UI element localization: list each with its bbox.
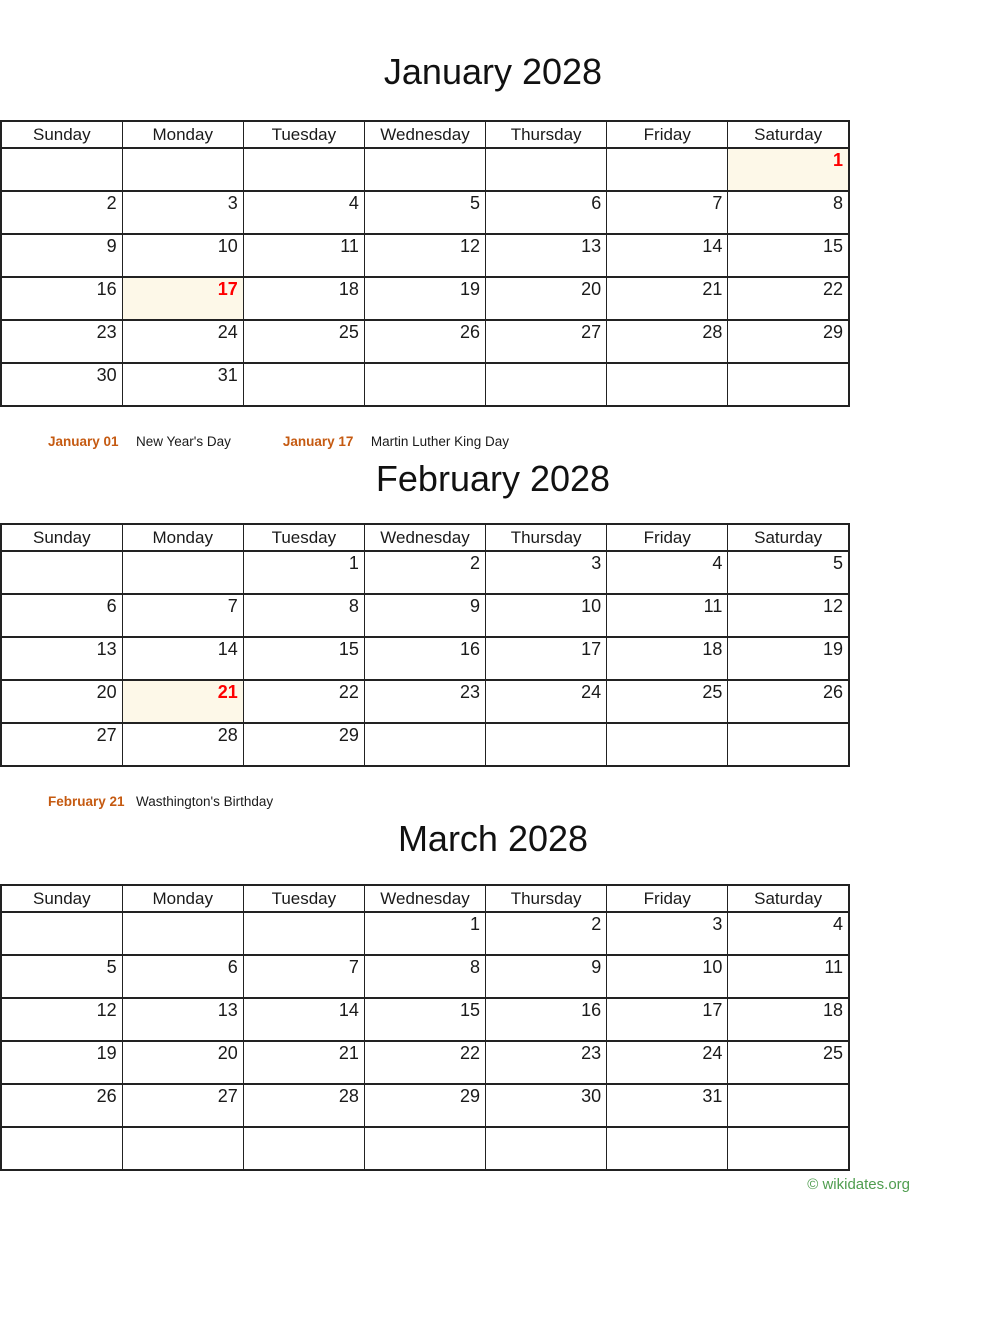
footer-copyright-link[interactable]: © wikidates.org	[807, 1176, 910, 1193]
day-cell-1: 1	[364, 912, 485, 955]
day-cell-19: 19	[728, 637, 849, 680]
empty-day-cell	[486, 363, 607, 406]
week-row	[1, 594, 849, 637]
day-cell-25: 25	[607, 680, 728, 723]
week-row	[1, 912, 849, 955]
week-row	[1, 234, 849, 277]
day-cell-10: 10	[122, 234, 243, 277]
holiday-item	[48, 793, 273, 811]
day-cell-7: 7	[243, 955, 364, 998]
day-cell-12: 12	[1, 998, 122, 1041]
empty-day-cell	[122, 551, 243, 594]
holiday-name: Martin Luther King Day	[370, 434, 509, 449]
day-cell-9: 9	[364, 594, 485, 637]
day-cell-6: 6	[486, 191, 607, 234]
day-cell-8: 8	[728, 191, 849, 234]
empty-day-cell	[728, 363, 849, 406]
weekday-header-friday: Friday	[607, 524, 728, 551]
day-cell-17: 17	[486, 637, 607, 680]
day-cell-14: 14	[607, 234, 728, 277]
january-calendar-table	[0, 120, 850, 407]
week-row	[1, 551, 849, 594]
day-cell-21: 21	[122, 680, 243, 723]
weekday-header-tuesday: Tuesday	[243, 121, 364, 148]
day-cell-13: 13	[486, 234, 607, 277]
day-cell-8: 8	[364, 955, 485, 998]
day-cell-7: 7	[607, 191, 728, 234]
empty-day-cell	[728, 1084, 849, 1127]
day-cell-24: 24	[486, 680, 607, 723]
day-cell-11: 11	[728, 955, 849, 998]
empty-day-cell	[607, 723, 728, 766]
day-cell-27: 27	[486, 320, 607, 363]
day-cell-14: 14	[122, 637, 243, 680]
day-cell-3: 3	[607, 912, 728, 955]
march-calendar-table	[0, 884, 850, 1171]
day-cell-23: 23	[1, 320, 122, 363]
day-cell-16: 16	[486, 998, 607, 1041]
week-row	[1, 998, 849, 1041]
day-cell-2: 2	[1, 191, 122, 234]
day-cell-29: 29	[243, 723, 364, 766]
day-cell-22: 22	[243, 680, 364, 723]
weekday-header-monday: Monday	[122, 121, 243, 148]
week-row	[1, 680, 849, 723]
week-row	[1, 277, 849, 320]
day-cell-26: 26	[1, 1084, 122, 1127]
day-cell-9: 9	[1, 234, 122, 277]
february-calendar-table	[0, 523, 850, 767]
day-cell-27: 27	[122, 1084, 243, 1127]
week-row	[1, 148, 849, 191]
day-cell-2: 2	[364, 551, 485, 594]
empty-day-cell	[364, 723, 485, 766]
day-cell-19: 19	[364, 277, 485, 320]
day-cell-15: 15	[728, 234, 849, 277]
day-cell-22: 22	[364, 1041, 485, 1084]
empty-day-cell	[728, 723, 849, 766]
day-cell-22: 22	[728, 277, 849, 320]
holiday-date: January 17	[282, 434, 354, 449]
day-cell-28: 28	[607, 320, 728, 363]
calendar-page	[0, 52, 989, 1332]
weekday-header-saturday: Saturday	[728, 885, 849, 912]
week-row	[1, 191, 849, 234]
day-cell-4: 4	[728, 912, 849, 955]
weekday-header-wednesday: Wednesday	[364, 121, 485, 148]
holiday-date: February 21	[48, 794, 125, 809]
empty-day-cell	[364, 148, 485, 191]
holiday-item	[48, 433, 231, 451]
empty-day-cell	[1, 551, 122, 594]
day-cell-3: 3	[122, 191, 243, 234]
week-row	[1, 1084, 849, 1127]
empty-day-cell	[607, 363, 728, 406]
empty-day-cell	[243, 1127, 364, 1170]
day-cell-13: 13	[122, 998, 243, 1041]
weekday-header-row	[1, 885, 849, 912]
week-row	[1, 723, 849, 766]
day-cell-29: 29	[364, 1084, 485, 1127]
day-cell-25: 25	[728, 1041, 849, 1084]
day-cell-3: 3	[486, 551, 607, 594]
day-cell-26: 26	[364, 320, 485, 363]
day-cell-4: 4	[607, 551, 728, 594]
day-cell-11: 11	[607, 594, 728, 637]
day-cell-18: 18	[607, 637, 728, 680]
week-row	[1, 363, 849, 406]
empty-day-cell	[122, 912, 243, 955]
day-cell-13: 13	[1, 637, 122, 680]
day-cell-7: 7	[122, 594, 243, 637]
empty-day-cell	[122, 148, 243, 191]
holiday-name: Wasthington's Birthday	[136, 794, 274, 809]
empty-day-cell	[486, 148, 607, 191]
day-cell-28: 28	[122, 723, 243, 766]
day-cell-16: 16	[364, 637, 485, 680]
day-cell-20: 20	[122, 1041, 243, 1084]
day-cell-6: 6	[122, 955, 243, 998]
empty-day-cell	[243, 148, 364, 191]
holiday-item	[283, 433, 509, 451]
empty-day-cell	[364, 363, 485, 406]
day-cell-6: 6	[1, 594, 122, 637]
weekday-header-tuesday: Tuesday	[243, 885, 364, 912]
empty-day-cell	[728, 1127, 849, 1170]
day-cell-14: 14	[243, 998, 364, 1041]
weekday-header-sunday: Sunday	[1, 524, 122, 551]
day-cell-31: 31	[607, 1084, 728, 1127]
day-cell-23: 23	[364, 680, 485, 723]
day-cell-20: 20	[1, 680, 122, 723]
empty-day-cell	[607, 148, 728, 191]
day-cell-9: 9	[486, 955, 607, 998]
holiday-name: New Year's Day	[136, 434, 231, 449]
weekday-header-thursday: Thursday	[486, 885, 607, 912]
day-cell-4: 4	[243, 191, 364, 234]
weekday-header-row	[1, 121, 849, 148]
empty-day-cell	[607, 1127, 728, 1170]
day-cell-5: 5	[1, 955, 122, 998]
week-row	[1, 637, 849, 680]
january-holidays	[48, 433, 898, 451]
day-cell-30: 30	[1, 363, 122, 406]
empty-day-cell	[364, 1127, 485, 1170]
day-cell-18: 18	[728, 998, 849, 1041]
day-cell-31: 31	[122, 363, 243, 406]
empty-day-cell	[243, 912, 364, 955]
week-row	[1, 320, 849, 363]
day-cell-24: 24	[122, 320, 243, 363]
empty-day-cell	[1, 912, 122, 955]
week-row	[1, 1127, 849, 1170]
weekday-header-sunday: Sunday	[1, 121, 122, 148]
empty-day-cell	[486, 1127, 607, 1170]
weekday-header-sunday: Sunday	[1, 885, 122, 912]
weekday-header-thursday: Thursday	[486, 524, 607, 551]
weekday-header-row	[1, 524, 849, 551]
holiday-date: January 01	[48, 434, 119, 449]
march-title: March 2028	[397, 818, 589, 859]
day-cell-12: 12	[364, 234, 485, 277]
weekday-header-tuesday: Tuesday	[243, 524, 364, 551]
week-row	[1, 955, 849, 998]
day-cell-23: 23	[486, 1041, 607, 1084]
weekday-header-monday: Monday	[122, 885, 243, 912]
february-title: February 2028	[375, 458, 611, 499]
january-title: January 2028	[383, 51, 603, 92]
day-cell-20: 20	[486, 277, 607, 320]
day-cell-18: 18	[243, 277, 364, 320]
day-cell-5: 5	[728, 551, 849, 594]
weekday-header-friday: Friday	[607, 121, 728, 148]
weekday-header-thursday: Thursday	[486, 121, 607, 148]
day-cell-21: 21	[607, 277, 728, 320]
day-cell-26: 26	[728, 680, 849, 723]
day-cell-10: 10	[486, 594, 607, 637]
day-cell-27: 27	[1, 723, 122, 766]
day-cell-19: 19	[1, 1041, 122, 1084]
empty-day-cell	[1, 1127, 122, 1170]
day-cell-28: 28	[243, 1084, 364, 1127]
month-february	[0, 459, 989, 811]
weekday-header-friday: Friday	[607, 885, 728, 912]
empty-day-cell	[243, 363, 364, 406]
empty-day-cell	[486, 723, 607, 766]
weekday-header-saturday: Saturday	[728, 524, 849, 551]
day-cell-1: 1	[243, 551, 364, 594]
day-cell-12: 12	[728, 594, 849, 637]
weekday-header-monday: Monday	[122, 524, 243, 551]
day-cell-30: 30	[486, 1084, 607, 1127]
day-cell-15: 15	[243, 637, 364, 680]
weekday-header-saturday: Saturday	[728, 121, 849, 148]
day-cell-15: 15	[364, 998, 485, 1041]
day-cell-24: 24	[607, 1041, 728, 1084]
day-cell-11: 11	[243, 234, 364, 277]
empty-day-cell	[1, 148, 122, 191]
day-cell-21: 21	[243, 1041, 364, 1084]
day-cell-29: 29	[728, 320, 849, 363]
february-holidays	[48, 793, 898, 811]
week-row	[1, 1041, 849, 1084]
day-cell-17: 17	[607, 998, 728, 1041]
weekday-header-wednesday: Wednesday	[364, 885, 485, 912]
day-cell-16: 16	[1, 277, 122, 320]
day-cell-1: 1	[728, 148, 849, 191]
month-march	[0, 819, 989, 1171]
day-cell-25: 25	[243, 320, 364, 363]
day-cell-10: 10	[607, 955, 728, 998]
weekday-header-wednesday: Wednesday	[364, 524, 485, 551]
empty-day-cell	[122, 1127, 243, 1170]
day-cell-2: 2	[486, 912, 607, 955]
day-cell-5: 5	[364, 191, 485, 234]
month-january	[0, 52, 989, 451]
day-cell-17: 17	[122, 277, 243, 320]
day-cell-8: 8	[243, 594, 364, 637]
